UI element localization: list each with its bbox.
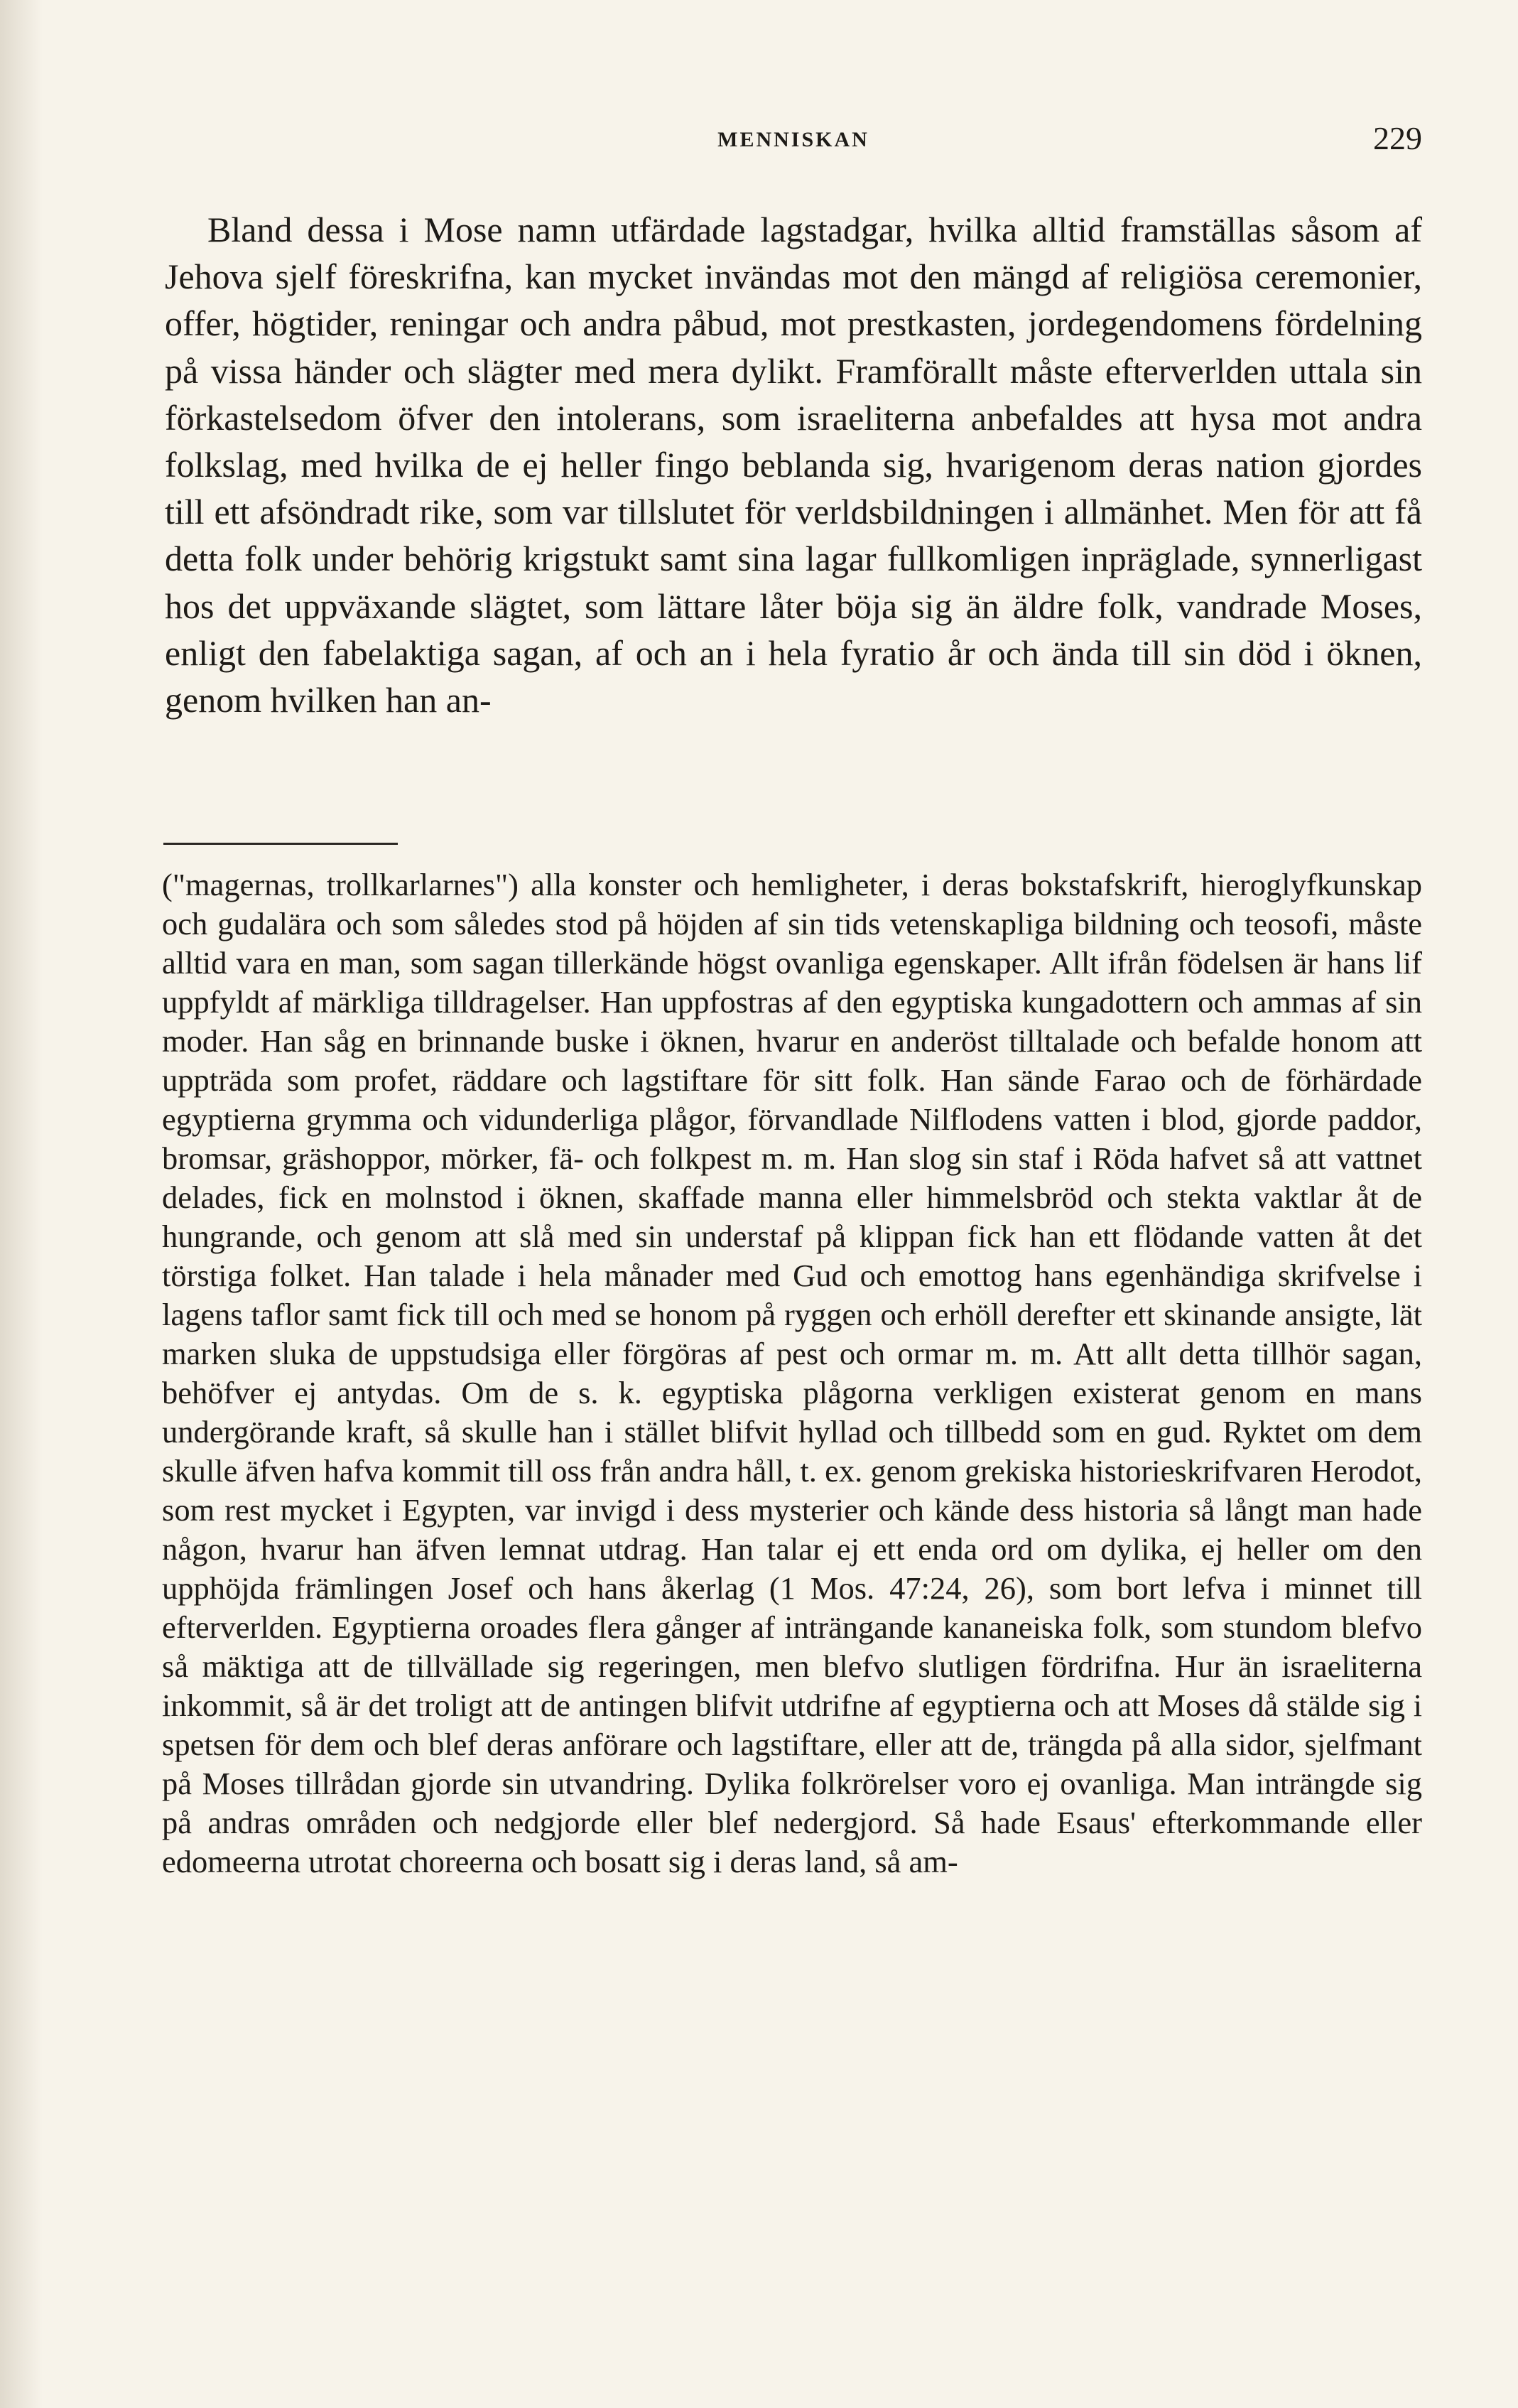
page-header (165, 120, 1422, 171)
main-text (165, 206, 1422, 723)
footnote-separator (163, 843, 398, 845)
footnote (162, 865, 1422, 1881)
body-paragraph: Bland dessa i Mose namn utfärdade lagstadgar, hvilka alltid framställas såsom af Jehova sjelf föreskrifna, kan mycket invändas mot den mängd af religiösa ceremonier, offer, högtider, reningar och andra påbud, mot prestkasten, jordegendomens fördelning på vissa händer och slägter med mera dylikt. Framförallt måste efterverlden uttala sin förkastelsedom öfver den intolerans, som israeliterna anbefaldes att hysa mot andra folkslag, med hvilka de ej heller fingo beblanda sig, hvarigenom deras nation gjordes till ett afsöndradt rike, som var tillslutet för verldsbildningen i allmänhet. Men för att få detta folk under behörig krigstukt samt sina lagar fullkomligen inpräglade, synnerligast hos det uppväxande slägtet, som lättare låter böja sig än äldre folk, vandrade Moses, enligt den fabelaktiga sagan, af och an i hela fyratio år och ända till sin död i öknen, genom hvilken han an- (165, 210, 1422, 720)
page-binding-shadow (0, 0, 43, 2408)
running-title: MENNISKAN (717, 128, 869, 151)
page-number: 229 (1373, 120, 1422, 156)
footnote-text: ("magernas, trollkarlarnes") alla konster och hemligheter, i deras bokstafskrift, hieroglyfkunskap och gudalära och som således stod på höjden af sin tids vetenskapliga bildning och teosofi, måste alltid vara en man, som sagan tillerkände högst ovanliga egenskaper. Allt ifrån födelsen är hans lif uppfyldt af märkliga tilldragelser. Han uppfostras af den egyptiska kungadottern och ammas af sin moder. Han såg en brinnande buske i öknen, hvarur en anderöst tilltalade och befalde honom att uppträda som profet, räddare och lagstiftare för sitt folk. Han sände Farao och de förhärdade egyptierna grymma och vidunderliga plågor, förvandlade Nilflodens vatten i blod, gjorde paddor, bromsar, gräshoppor, mörker, fä- och folkpest m. m. Han slog sin staf i Röda hafvet så att vattnet delades, fick en molnstod i öknen, skaffade manna eller himmelsbröd och stekta vaktlar åt de hungrande, och genom att slå med sin understaf på klippan fick han ett flödande vatten åt det törstiga folket. Han talade i hela månader med Gud och emottog hans egenhändiga skrifvelse i lagens taflor samt fick till och med se honom på ryggen och erhöll derefter ett skinande ansigte, lät marken sluka de uppstudsiga eller förgöras af pest och ormar m. m. Att allt detta tillhör sagan, behöfver ej antydas. Om de s. k. egyptiska plågorna verkligen existerat genom en mans undergörande kraft, så skulle han i stället blifvit hyllad och tillbedd som en gud. Ryktet om dem skulle äfven hafva kommit till oss från andra håll, t. ex. genom grekiska historieskrifvaren Herodot, som rest mycket i Egypten, var invigd i dess mysterier och kände dess historia så långt man hade någon, hvarur han äfven lemnat utdrag. Han talar ej ett enda ord om dylika, ej heller om den upphöjda främlingen Josef och hans åkerlag (1 Mos. 47:24, 26), som bort lefva i minnet till efterverlden. Egyptierna oroades flera gånger af inträngande kananeiska folk, som stundom blefvo så mäktiga att de tillvällade sig regeringen, men blefvo slutligen fördrifna. Hur än israeliterna inkommit, så är det troligt att de antingen blifvit utdrifne af egyptierna och att Moses då stälde sig i spetsen för dem och blef deras anförare och lagstiftare, eller att de, trängda på alla sidor, sjelfmant på Moses tillrådan gjorde sin utvandring. Dylika folkrörelser voro ej ovanliga. Man inträngde sig på andras områden och nedgjorde eller blef nedergjord. Så hade Esaus' efterkommande eller edomeerna utrotat choreerna och bosatt sig i deras land, så am- (162, 867, 1422, 1879)
